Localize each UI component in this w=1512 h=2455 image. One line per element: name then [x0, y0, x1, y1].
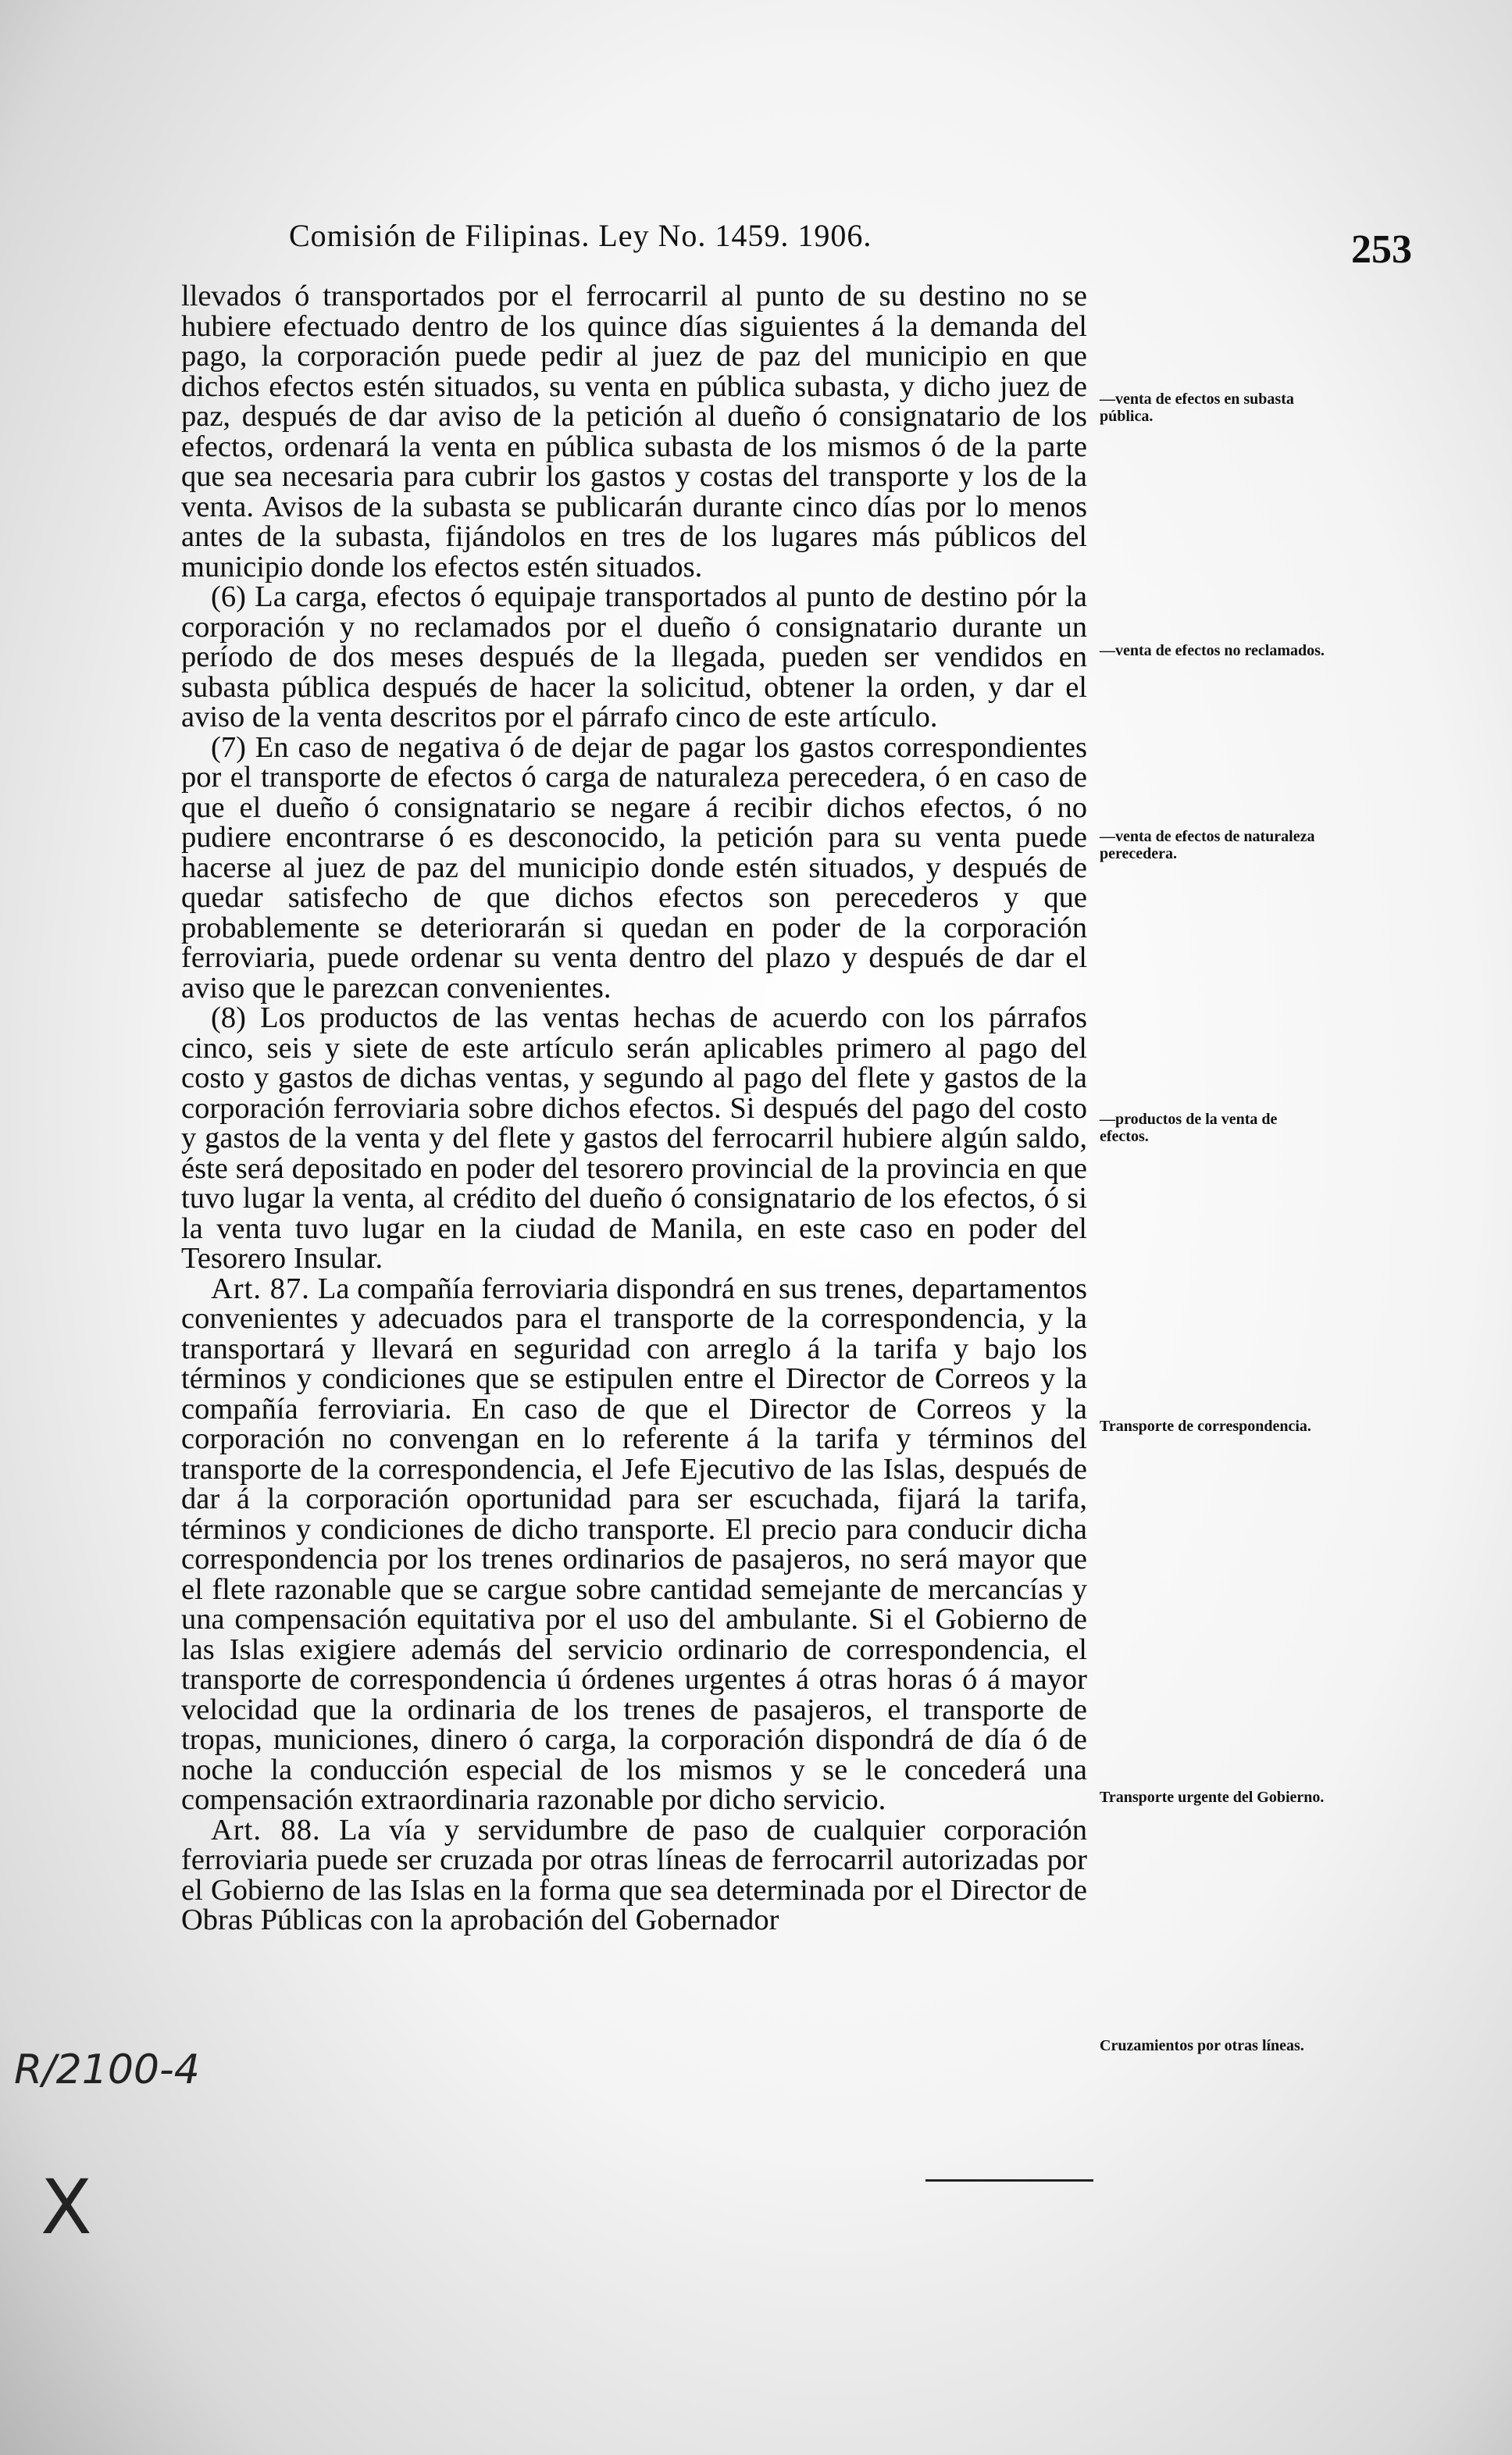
handwritten-note: R/2100-4	[14, 2046, 200, 2093]
running-head: Comisión de Filipinas. Ley No. 1459. 1906.	[289, 218, 872, 253]
margin-note: Cruzamientos por otras líneas.	[1100, 2037, 1304, 2054]
article-label: Art. 88.	[211, 1813, 321, 1847]
paragraph-8	[181, 1003, 1087, 1274]
paragraph-continuation	[181, 281, 1087, 582]
margin-note: —venta de efectos no reclamados.	[1100, 642, 1325, 659]
paragraph-text: (6) La carga, efectos ó equipaje transportados al punto de destino pór la corporación y no reclamados por el dueño ó consignatario durante un período de dos meses después de la llegada, pueden ser vendidos en subasta pública después de hacer la solicitud, obtener la orden, y dar el aviso de la venta descritos por el párrafo cinco de este artículo.	[181, 580, 1087, 733]
article-label: Art. 87.	[211, 1272, 310, 1305]
body-text	[181, 281, 1087, 1936]
ink-underline	[925, 2179, 1093, 2182]
paragraph-text: La vía y servidumbre de paso de cualquier corporación ferroviaria puede ser cruzada por otras líneas de ferrocarril autorizadas por el Gobierno de las Islas en la forma que sea determinada por el Director de Obras Públicas con la aprobación del Gobernador	[181, 1813, 1088, 1936]
paragraph-text: La compañía ferroviaria dispondrá en sus trenes, departamentos convenientes y adecuados para el transporte de la correspondencia, y la transportará y llevará en seguridad con arreglo á la tarifa y bajo los términos y condiciones que se estipulen entre el Director de Correos y la compañía ferroviaria. En caso de que el Director de Correos y la corporación no convengan en lo referente á la tarifa y términos del transporte de la correspondencia, el Jefe Ejecutivo de las Islas, después de dar á la corporación oportunidad para ser escuchada, fijará la tarifa, términos y condiciones de dicho transporte. El precio para conducir dicha correspondencia por los trenes ordinarios de pasajeros, no será mayor que el flete razonable que se cargue sobre cantidad semejante de mercancías y una compensación equitativa por el uso del ambulante. Si el Gobierno de las Islas exigiere además del servicio ordinario de correspondencia, el transporte de correspondencia ú órdenes urgentes á otras horas ó á mayor velocidad que la ordinaria de los trenes de pasajeros, el transporte de tropas, municiones, dinero ó carga, la corporación dispondrá de día ó de noche la conducción especial de los mismos y se le concederá una compensación extraordinaria razonable por dicho servicio.	[181, 1272, 1087, 1816]
page-number: 253	[1351, 227, 1412, 272]
margin-note: —productos de la venta de efectos.	[1100, 1111, 1278, 1145]
margin-note: —venta de efectos en subasta pública.	[1100, 391, 1294, 425]
article-88	[181, 1815, 1087, 1936]
paragraph-text: (7) En caso de negativa ó de dejar de pagar los gastos correspondientes por el transporte de efectos ó carga de naturaleza perecedera, ó en caso de que el dueño ó consignatario se negare á recibir dichos efectos, ó no pudiere encontrarse ó es desconocido, la petición para su venta puede hacerse al juez de paz del municipio donde estén situados, y después de quedar satisfecho de que dichos efectos son perecederos y que probablemente se deteriorarán si quedan en poder de la corporación ferroviaria, puede ordenar su venta dentro del plazo y después de dar el aviso que le parezcan convenientes.	[181, 730, 1087, 1004]
article-87	[181, 1274, 1087, 1815]
handwritten-mark: X	[41, 2164, 92, 2251]
margin-note: Transporte urgente del Gobierno.	[1100, 1789, 1325, 1806]
paragraph-text: (8) Los productos de las ventas hechas de acuerdo con los párrafos cinco, seis y siete de este artículo serán aplicables primero al pago del costo y gastos de dichas ventas, y segundo al pago del flete y gastos de la corporación ferroviaria sobre dichos efectos. Si después del pago del costo y gastos de la venta y del flete y gastos del ferrocarril hubiere algún saldo, éste será depositado en poder del tesorero provincial de la provincia en que tuvo lugar la venta, al crédito del dueño ó consignatario de los efectos, ó si la venta tuvo lugar en la ciudad de Manila, en este caso en poder del Tesorero Insular.	[181, 1001, 1087, 1275]
paragraph-7	[181, 730, 1087, 1004]
margin-note: —venta de efectos de naturaleza perecedera.	[1100, 828, 1315, 862]
paragraph-text: llevados ó transportados por el ferrocarril al punto de su destino no se hubiere efectuado dentro de los quince días siguientes á la demanda del pago, la corporación puede pedir al juez de paz del municipio en que dichos efectos estén situados, su venta en pública subasta, y dicho juez de paz, después de dar aviso de la petición al dueño ó consignatario de los efectos, ordenará la venta en pública subasta de los mismos ó de la parte que sea necesaria para cubrir los gastos y costas del transporte y los de la venta. Avisos de la subasta se publicarán durante cinco días por lo menos antes de la subasta, fijándolos en tres de los lugares más públicos del municipio donde los efectos estén situados.	[181, 280, 1087, 583]
margin-note: Transporte de correspondencia.	[1100, 1418, 1311, 1435]
paragraph-6	[181, 582, 1087, 733]
